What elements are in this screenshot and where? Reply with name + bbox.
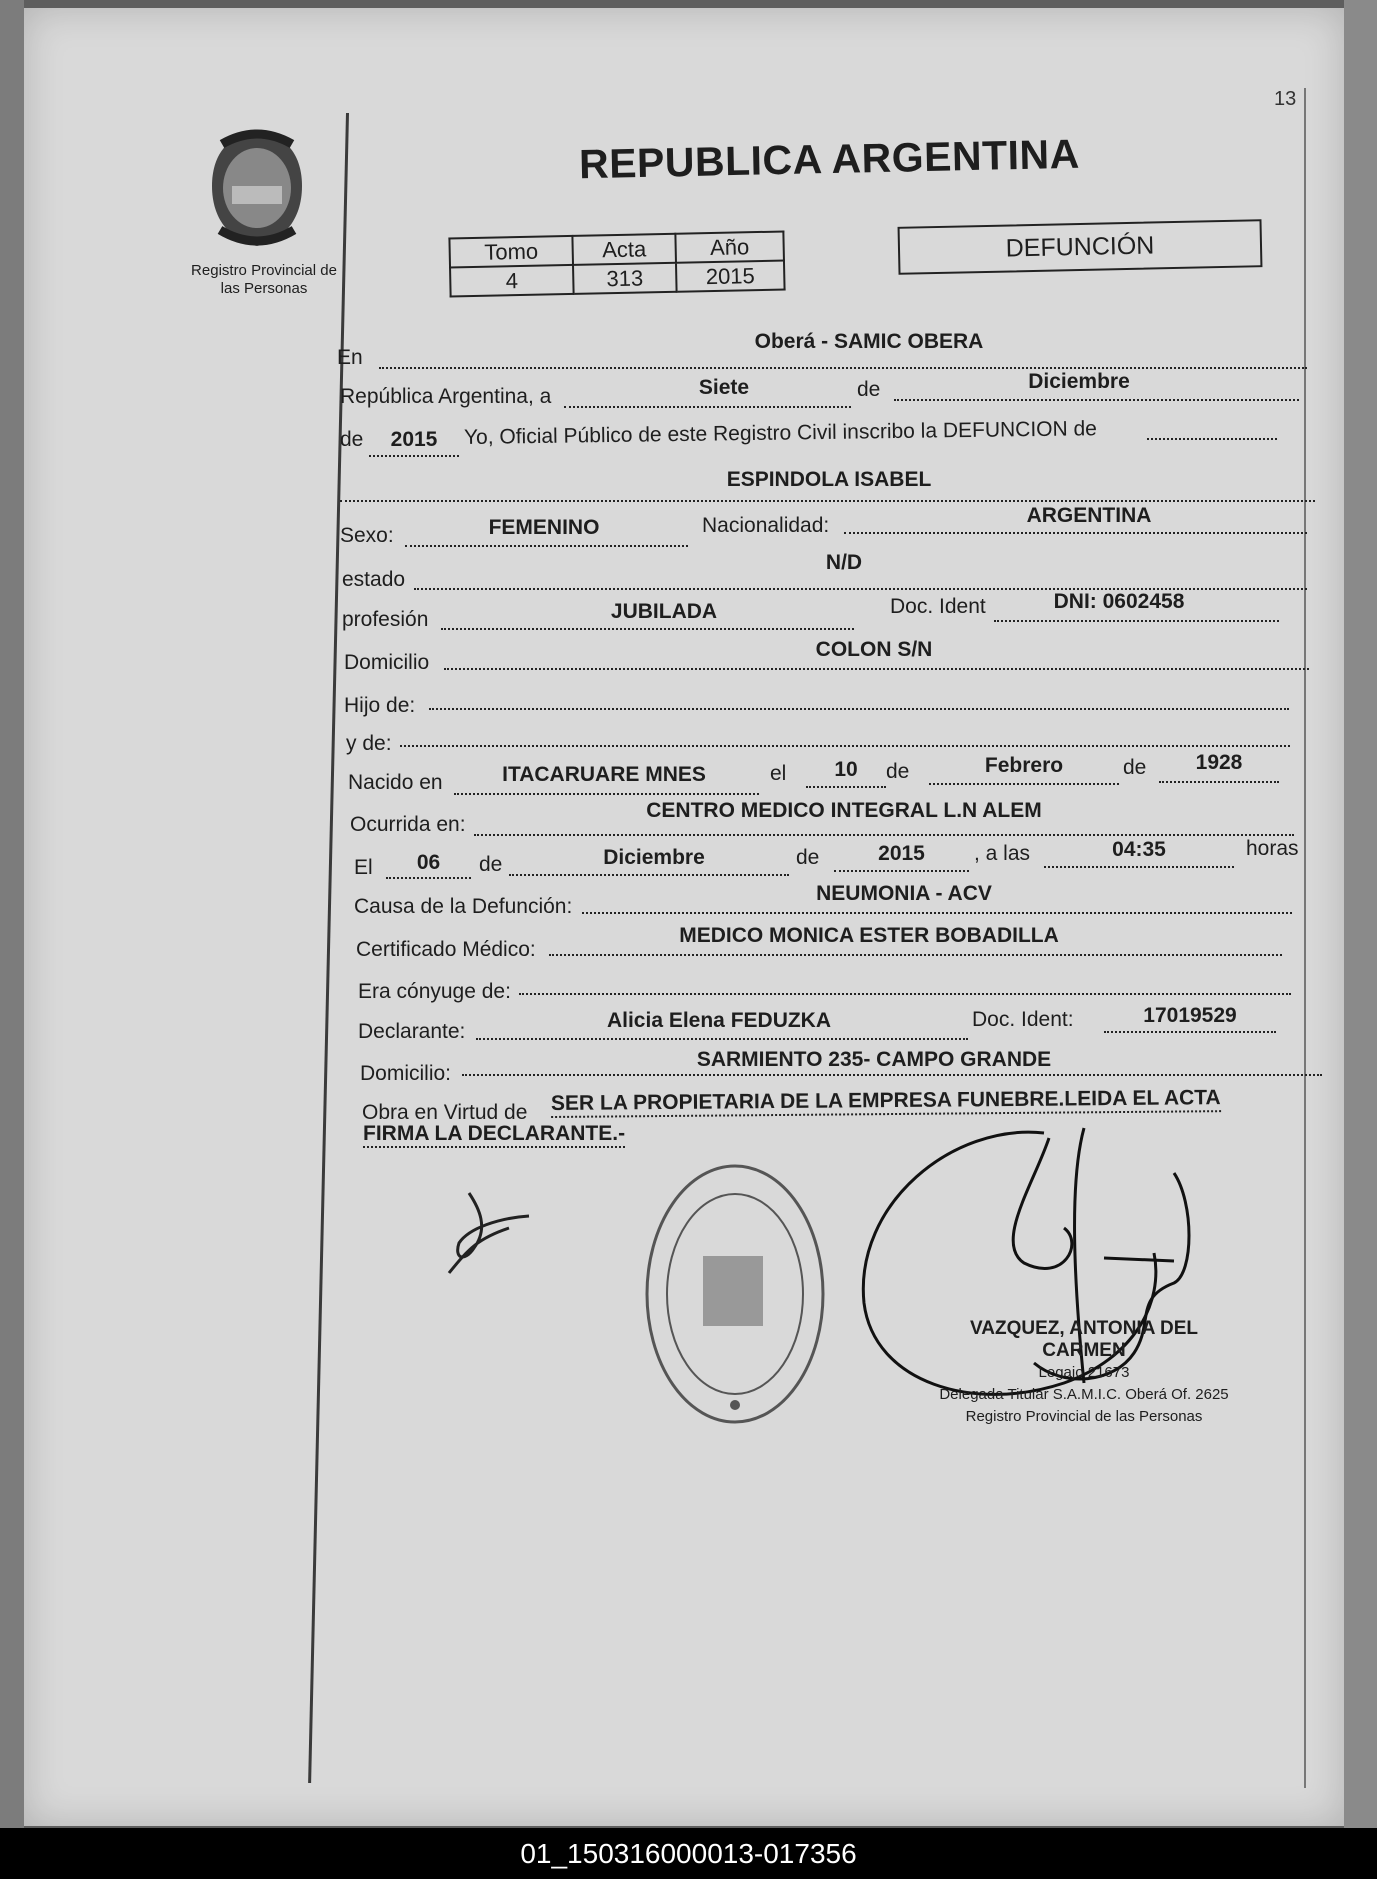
dotted-line — [474, 834, 1294, 836]
hora-value: 04:35 — [1112, 838, 1166, 861]
dotted-line — [1044, 866, 1234, 868]
sexo-label: Sexo: — [340, 524, 394, 547]
dotted-line — [806, 786, 886, 788]
registry-stamp-icon — [641, 1160, 829, 1428]
scan-caption: 01_150316000013-017356 — [0, 1828, 1377, 1879]
dotted-line — [844, 532, 1307, 534]
estado-value: N/D — [825, 551, 863, 574]
republica-label: República Argentina, a — [340, 385, 552, 408]
profesion-value: JUBILADA — [610, 600, 718, 623]
alas-label: , a las — [974, 842, 1031, 865]
nacionalidad-label: Nacionalidad: — [702, 514, 830, 537]
record-type-box: DEFUNCIÓN — [898, 219, 1263, 275]
place-value: Oberá - SAMIC OBERA — [754, 330, 984, 353]
dotted-line — [519, 993, 1291, 995]
deceased-name-value: ESPINDOLA ISABEL — [726, 468, 932, 491]
domicilio2-value: SARMIENTO 235- CAMPO GRANDE — [696, 1048, 1052, 1071]
ocurrida-value: CENTRO MEDICO INTEGRAL L.N ALEM — [646, 799, 1042, 822]
en-label: En — [337, 346, 363, 369]
right-rule — [1304, 88, 1306, 1788]
anio-value: 2015 — [676, 261, 785, 292]
left-scan-edge — [0, 0, 24, 1828]
official-signature-block — [934, 1318, 1234, 1428]
nacido-dia-value: 10 — [834, 758, 858, 781]
horas-label: horas — [1246, 837, 1299, 860]
page-number: 13 — [1274, 88, 1297, 110]
sexo-value: FEMENINO — [488, 516, 600, 539]
yde-label: y de: — [346, 732, 392, 755]
doc2-label: Doc. Ident: — [972, 1008, 1074, 1031]
official-cargo: Delegada Titular S.A.M.I.C. Oberá Of. 2625 — [939, 1386, 1229, 1403]
dotted-line — [834, 870, 969, 872]
declarant-signature-icon — [439, 1188, 539, 1278]
muerte-mes-value: Diciembre — [603, 846, 705, 869]
acta-header: Acta — [572, 234, 676, 265]
hijo-label: Hijo de: — [344, 694, 416, 717]
nacido-lugar-value: ITACARUARE MNES — [502, 763, 706, 786]
dotted-line — [509, 874, 789, 876]
dotted-line — [405, 545, 688, 547]
dotted-line — [444, 668, 1309, 670]
anio-header: Año — [675, 232, 784, 263]
dotted-line — [1104, 1031, 1276, 1033]
causa-label: Causa de la Defunción: — [354, 895, 573, 918]
dotted-line — [582, 912, 1292, 914]
acta-value: 313 — [573, 263, 677, 294]
domicilio2-label: Domicilio: — [360, 1062, 452, 1085]
declarante-label: Declarante: — [358, 1020, 466, 1043]
dotted-line — [929, 783, 1119, 785]
doc-label: Doc. Ident — [890, 595, 986, 618]
ocurrida-label: Ocurrida en: — [350, 813, 466, 836]
official-name: VAZQUEZ, ANTONIA DEL CARMEN — [970, 1318, 1198, 1361]
domicilio-value: COLON S/N — [815, 638, 933, 661]
oficial-text: Yo, Oficial Público de este Registro Civil inscribo la DEFUNCION de — [463, 417, 1098, 449]
official-registro: Registro Provincial de las Personas — [965, 1408, 1203, 1425]
year-label: de — [340, 428, 364, 451]
nacido-anio-value: 1928 — [1195, 751, 1243, 774]
nacido-label: Nacido en — [348, 771, 443, 794]
domicilio-label: Domicilio — [344, 651, 430, 674]
causa-value: NEUMONIA - ACV — [816, 882, 992, 905]
dotted-line — [462, 1074, 1322, 1076]
obra-line1-value: SER LA PROPIETARIA DE LA EMPRESA FUNEBRE.LEIDA EL ACTA — [551, 1086, 1221, 1118]
el2-label: El — [354, 856, 373, 879]
dotted-line — [441, 628, 854, 630]
el-label: el — [770, 762, 787, 785]
certificado-value: MEDICO MONICA ESTER BOBADILLA — [679, 924, 1059, 947]
tomo-value: 4 — [450, 265, 574, 297]
dotted-line — [994, 620, 1279, 622]
obra-label: Obra en Virtud de — [362, 1101, 528, 1124]
muerte-de1-label: de — [479, 853, 503, 876]
dotted-line — [400, 745, 1290, 747]
year-value: 2015 — [390, 428, 438, 451]
profesion-label: profesión — [342, 608, 429, 631]
dotted-line — [549, 954, 1282, 956]
dotted-line — [386, 877, 471, 879]
record-table — [448, 230, 785, 297]
muerte-de2-label: de — [796, 846, 820, 869]
registry-line2: las Personas — [220, 280, 308, 297]
dotted-line — [340, 500, 1315, 502]
nacionalidad-value: ARGENTINA — [1026, 504, 1152, 527]
dotted-line — [429, 708, 1289, 710]
dotted-line — [1147, 438, 1277, 440]
muerte-dia-value: 06 — [416, 851, 441, 874]
dotted-line — [454, 793, 759, 795]
month-text-value: Diciembre — [1028, 370, 1130, 393]
page-title: REPUBLICA ARGENTINA — [578, 130, 1081, 188]
doc2-value: 17019529 — [1143, 1004, 1237, 1027]
dotted-line — [476, 1038, 968, 1040]
provincial-crest-icon — [202, 126, 312, 251]
declarante-value: Alicia Elena FEDUZKA — [606, 1009, 832, 1032]
dotted-line — [379, 367, 1307, 369]
dotted-line — [369, 455, 459, 457]
tomo-header: Tomo — [449, 236, 573, 268]
nacido-de1-label: de — [886, 760, 910, 783]
document-page — [24, 8, 1344, 1826]
estado-label: estado — [342, 568, 406, 591]
day-text-value: Siete — [698, 376, 750, 399]
conyuge-label: Era cónyuge de: — [358, 980, 511, 1003]
doc-value: DNI: 0602458 — [1053, 590, 1185, 613]
registry-line1: Registro Provincial de — [191, 262, 337, 279]
certificado-label: Certificado Médico: — [356, 938, 536, 961]
official-legajo: Legajo 21673 — [1038, 1364, 1130, 1381]
right-scan-edge — [1344, 0, 1377, 1828]
dotted-line — [1159, 781, 1279, 783]
nacido-de2-label: de — [1123, 756, 1147, 779]
nacido-mes-value: Febrero — [984, 754, 1064, 777]
de-label: de — [857, 378, 881, 401]
obra-line2-value: FIRMA LA DECLARANTE.- — [363, 1122, 625, 1148]
registry-caption — [179, 262, 349, 298]
dotted-line — [894, 399, 1299, 401]
muerte-anio-value: 2015 — [878, 842, 925, 865]
dotted-line — [564, 406, 851, 408]
